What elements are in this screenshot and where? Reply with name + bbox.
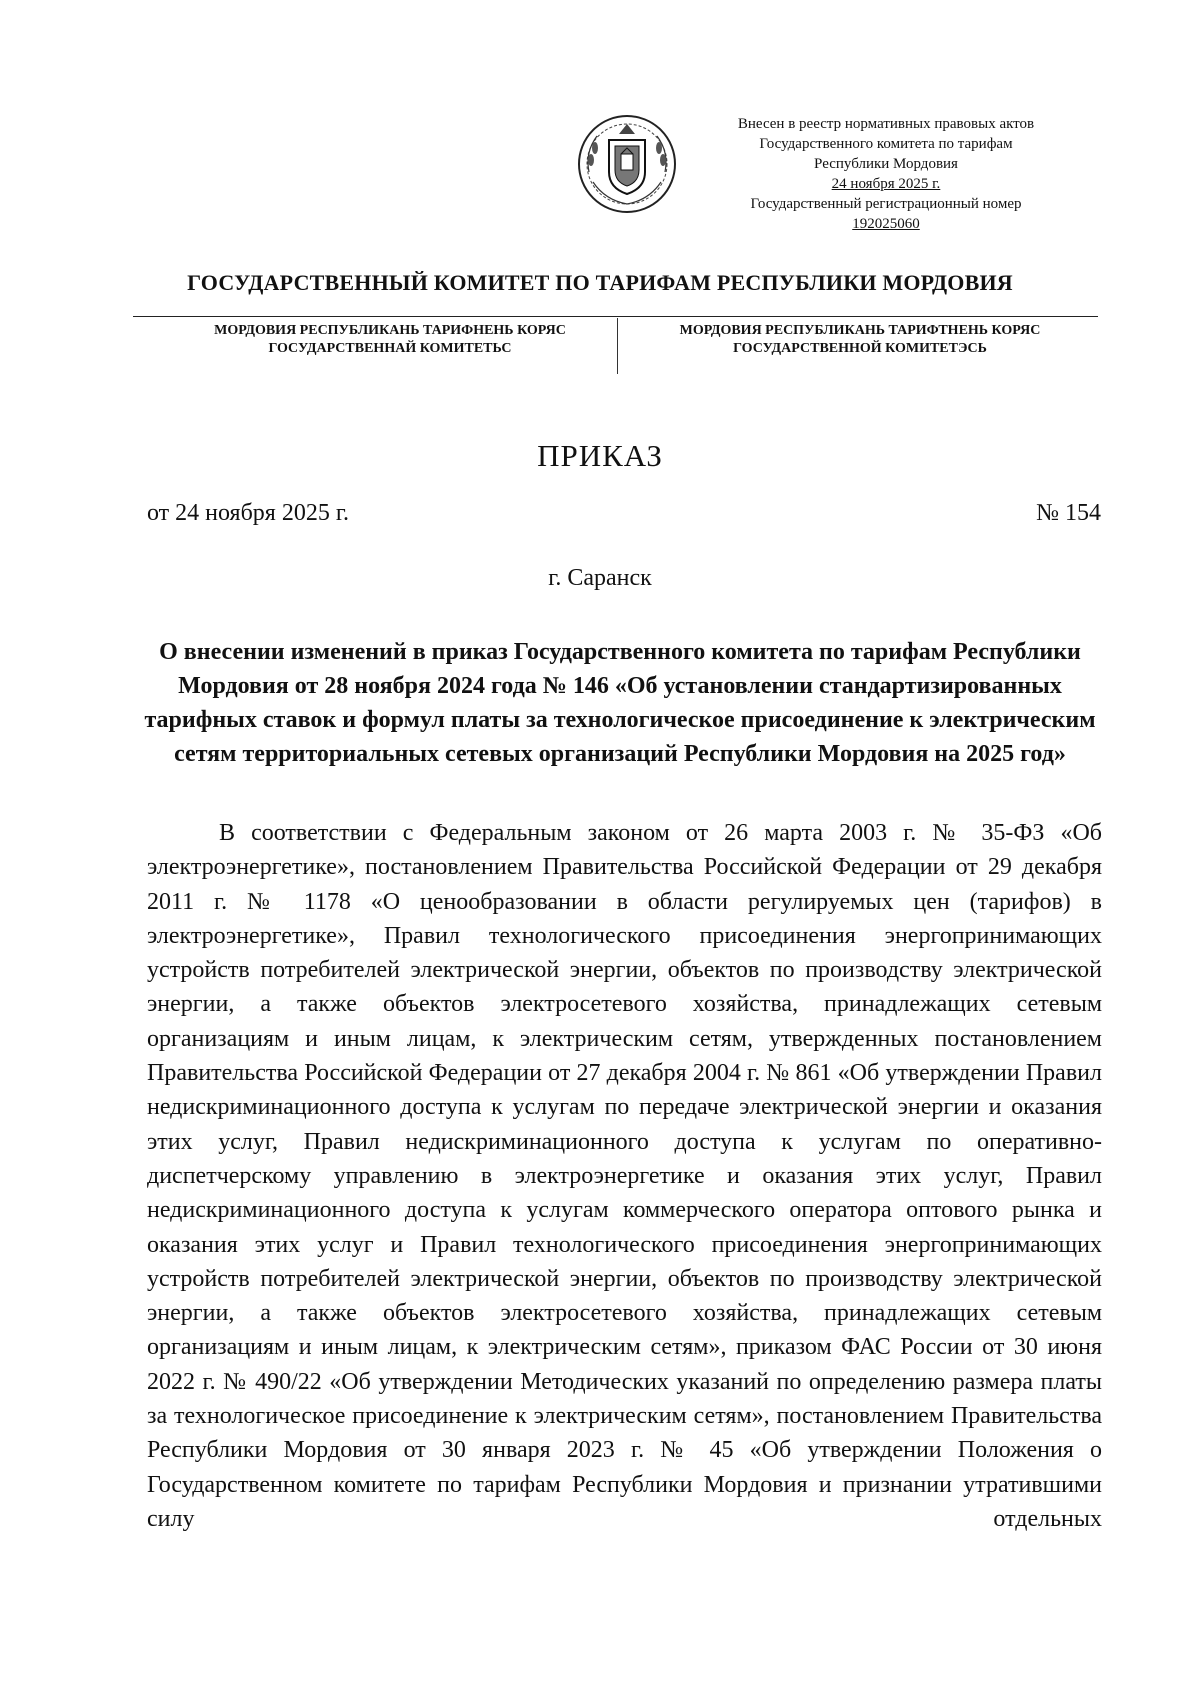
registration-line-5: Государственный регистрационный номер: [750, 196, 1022, 212]
organization-right-line-2: ГОСУДАРСТВЕННОЙ КОМИТЕТЭСЬ: [733, 341, 987, 356]
registration-note: [700, 114, 1072, 234]
registration-line-1: Внесен в реестр нормативных правовых актов: [737, 116, 1035, 132]
document-date: от 24 ноября 2025 г.: [147, 500, 349, 526]
registration-line-3: Республики Мордовия: [814, 156, 958, 172]
document-body: В соответствии с Федеральным законом от 26 марта 2003 г. № 35-ФЗ «Об электроэнергетике», постановлением Правительства Российской Федерации от 29 декабря 2011 г. № 1178 «О ценообразовании в области регулируемых цен (тарифов) в электроэнергетике», Правил технологического присоединения энергопринимающих устройств потребителей электрической энергии, объектов по производству электрической энергии, а также объектов электросетевого хозяйства, принадлежащих сетевым организациям и иным лицам, к электрическим сетям, утвержденных постановлением Правительства Российской Федерации от 27 декабря 2004 г. № 861 «Об утверждении Правил недискриминационного доступа к услугам по передаче электрической энергии и оказания этих услуг, Правил недискриминационного доступа к услугам по оперативно-диспетчерскому управлению в электроэнергетике и оказания этих услуг, Правил недискриминационного доступа к услугам коммерческого оператора оптового рынка и оказания этих услуг и Правил технологического присоединения энергопринимающих устройств потребителей электрической энергии, объектов по производству электрической энергии, а также объектов электросетевого хозяйства, принадлежащих сетевым организациям и иным лицам, к электрическим сетям», приказом ФАС России от 30 июня 2022 г. № 490/22 «Об утверждении Методических указаний по определению размера платы за технологическое присоединение к электрическим сетям», постановлением Правительства Республики Мордовия от 30 января 2023 г. № 45 «Об утверждении Положения о Государственном комитете по тарифам Республики Мордовия и признании утратившими силу отдельных: [147, 820, 1102, 1532]
registration-line-2: Государственного комитета по тарифам: [759, 136, 1013, 152]
organization-left-line-1: МОРДОВИЯ РЕСПУБЛИКАНЬ ТАРИФНЕНЬ КОРЯС: [214, 323, 566, 338]
organization-right-line-1: МОРДОВИЯ РЕСПУБЛИКАНЬ ТАРИФТНЕНЬ КОРЯС: [679, 323, 1041, 338]
vertical-divider: [617, 318, 618, 374]
document-subject: О внесении изменений в приказ Государственного комитета по тарифам Республики Мордовия от 28 ноября 2024 года № 146 «Об установлении стандартизированных тарифных ставок и формул платы за технологическое присоединение к электрическим сетям территориальных сетевых организаций Республики Мордовия на 2025 год»: [144, 639, 1096, 767]
registration-date: 24 ноября 2025 г.: [831, 176, 941, 192]
organization-name-left: [150, 322, 630, 358]
document-type: ПРИКАЗ: [537, 438, 663, 473]
organization-name-right: [620, 322, 1100, 358]
registration-number: 192025060: [852, 216, 920, 232]
header-divider: [133, 316, 1098, 317]
organization-left-line-2: ГОСУДАРСТВЕННАЙ КОМИТЕТЬС: [268, 341, 512, 356]
organization-title: ГОСУДАРСТВЕННЫЙ КОМИТЕТ ПО ТАРИФАМ РЕСПУБЛИКИ МОРДОВИЯ: [187, 270, 1013, 295]
document-city: г. Саранск: [548, 565, 652, 591]
document-number: № 154: [1036, 500, 1101, 526]
coat-of-arms-emblem: [575, 112, 679, 216]
